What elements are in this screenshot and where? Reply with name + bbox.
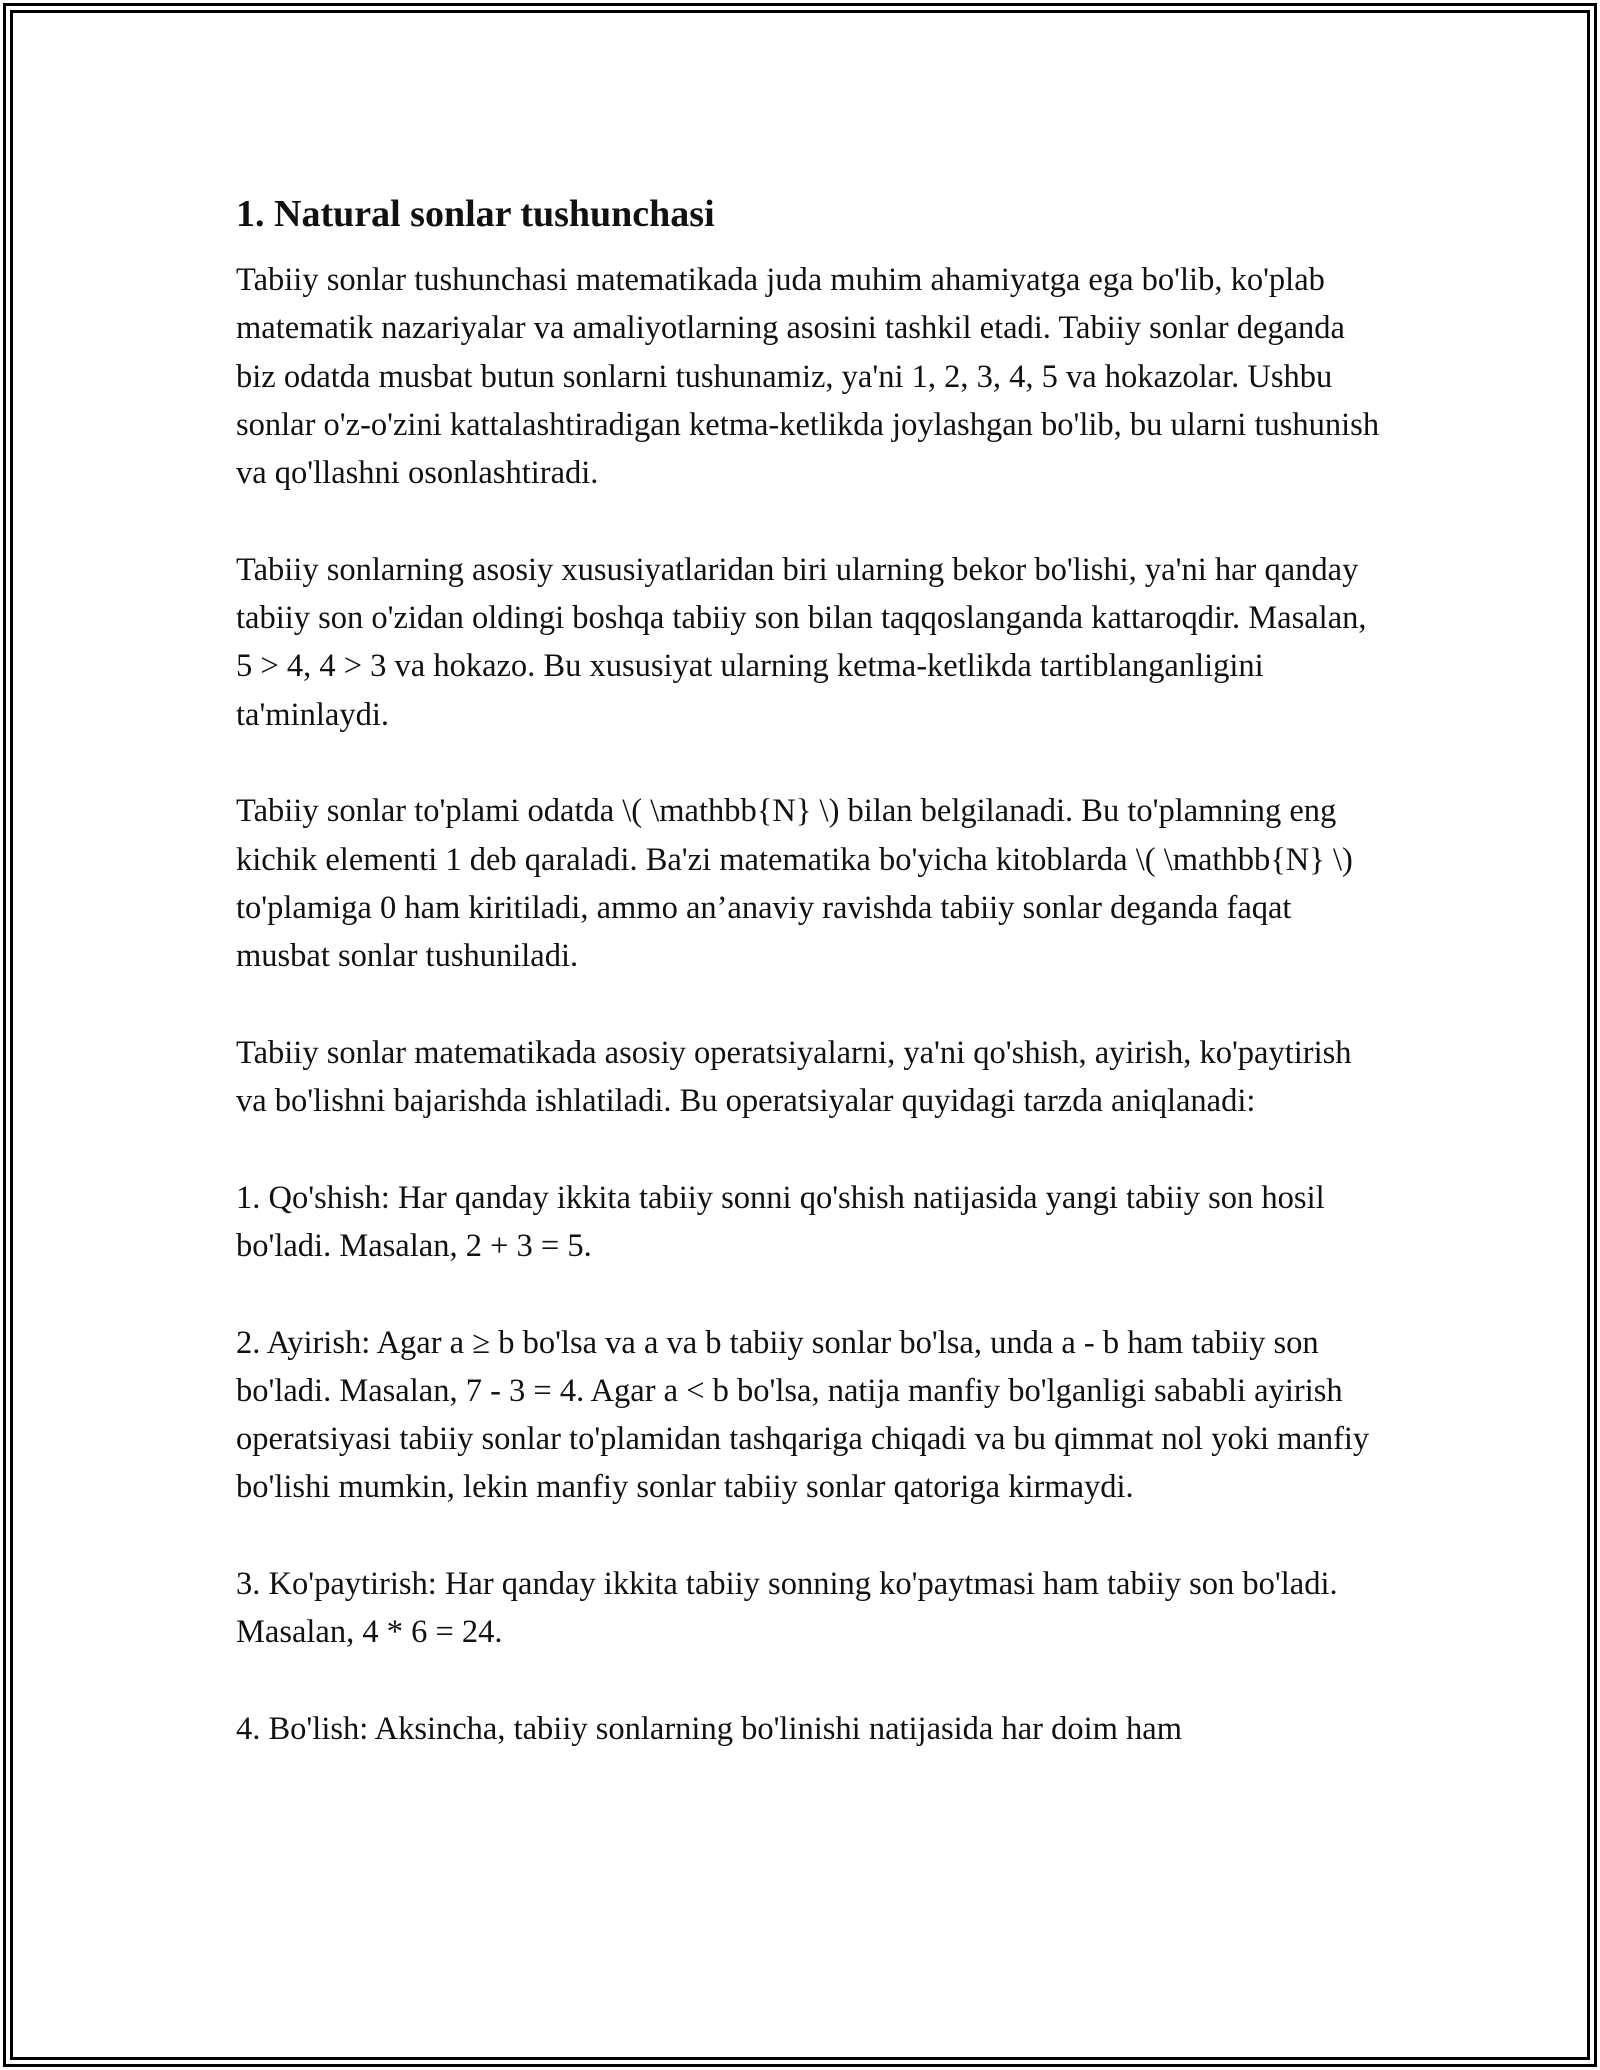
- paragraph-intro: Tabiiy sonlar tushunchasi matematikada juda muhim ahamiyatga ega bo'lib, ko'plab matematik nazariyalar va amaliyotlarning asosini tashkil etadi. Tabiiy sonlar deganda biz odatda musbat butun sonlarni tushunamiz, ya'ni 1, 2, 3, 4, 5 va hokazolar. Ushbu sonlar o'z-o'zini kattalashtiradigan ketma-ketlikda joylashgan bo'lib, bu ularni tushunish va qo'llashni osonlashtiradi.: [236, 262, 1380, 492]
- document-body: [236, 186, 1386, 1753]
- paragraph-operations: Tabiiy sonlar matematikada asosiy operatsiyalarni, ya'ni qo'shish, ayirish, ko'paytirish va bo'lishni bajarishda ishlatiladi. Bu operatsiyalar quyidagi tarzda aniqlanadi:: [236, 1034, 1352, 1120]
- paragraph-properties: Tabiiy sonlarning asosiy xususiyatlaridan biri ularning bekor bo'lishi, ya'ni har qanday tabiiy son o'zidan oldingi boshqa tabiiy son bilan taqqoslanganda kattaroqdir. Masalan, 5 > 4, 4 > 3 va hokazo. Bu xususiyat ularning ketma-ketlikda tartiblanganligini ta'minlaydi.: [236, 551, 1367, 733]
- paragraph-division: 4. Bo'lish: Aksincha, tabiiy sonlarning bo'linishi natijasida har doim ham: [236, 1710, 1182, 1747]
- section-heading: 1. Natural sonlar tushunchasi: [236, 193, 715, 235]
- paragraph-subtraction: 2. Ayirish: Agar a ≥ b bo'lsa va a va b tabiiy sonlar bo'lsa, unda a - b ham tabiiy son bo'ladi. Masalan, 7 - 3 = 4. Agar a < b bo'lsa, natija manfiy bo'lganligi sababli ayirish operatsiyasi tabiiy sonlar to'plamidan tashqariga chiqadi va bu qimmat nol yoki manfiy bo'lishi mumkin, lekin manfiy sonlar tabiiy sonlar qatoriga kirmaydi.: [236, 1324, 1370, 1506]
- paragraph-addition: 1. Qo'shish: Har qanday ikkita tabiiy sonni qo'shish natijasida yangi tabiiy son hosil bo'ladi. Masalan, 2 + 3 = 5.: [236, 1179, 1325, 1264]
- paragraph-multiplication: 3. Ko'paytirish: Har qanday ikkita tabiiy sonning ko'paytmasi ham tabiiy son bo'ladi. Masalan, 4 * 6 = 24.: [236, 1566, 1338, 1651]
- paragraph-set-notation: Tabiiy sonlar to'plami odatda \( \mathbb{N} \) bilan belgilanadi. Bu to'plamning eng kichik elementi 1 deb qaraladi. Ba'zi matematika bo'yicha kitoblarda \( \mathbb{N} \) to'plamiga 0 ham kiritiladi, ammo an’anaviy ravishda tabiiy sonlar deganda faqat musbat sonlar tushuniladi.: [236, 793, 1353, 975]
